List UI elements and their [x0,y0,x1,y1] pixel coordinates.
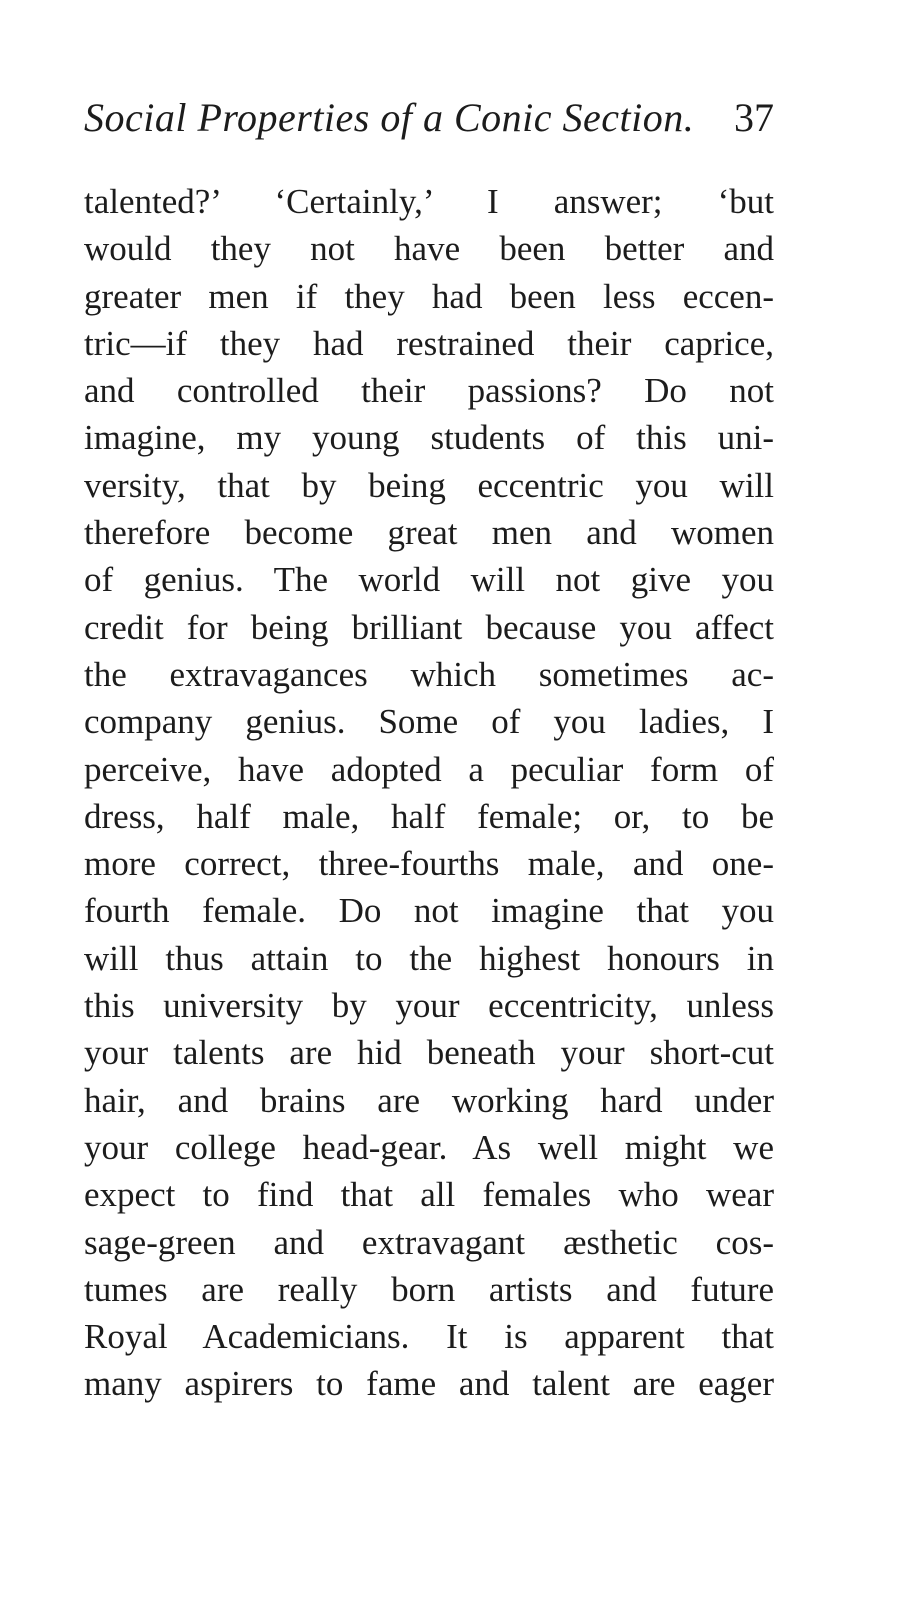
text-line: of genius. The world will not give you [84,560,774,600]
text-line: perceive, have adopted a peculiar form of [84,749,774,789]
text-line: hair, and brains are working hard under [84,1080,774,1120]
text-line: many aspirers to fame and talent are eager [84,1364,774,1404]
text-line: will thus attain to the highest honours in [84,938,774,978]
text-line: this university by your eccentricity, unless [84,986,774,1026]
text-line: would they not have been better and [84,229,774,269]
running-head [84,88,774,148]
text-line: fourth female. Do not imagine that you [84,891,774,931]
text-line: more correct, three-fourths male, and one- [84,844,774,884]
text-line: credit for being brilliant because you affect [84,607,774,647]
text-line: and controlled their passions? Do not [84,371,774,411]
text-line: your talents are hid beneath your short-cut [84,1033,774,1073]
text-line: greater men if they had been less eccen- [84,276,774,316]
page-number: 37 [734,95,774,140]
text-line: tumes are really born artists and future [84,1269,774,1309]
text-line: Royal Academicians. It is apparent that [84,1317,774,1357]
text-line: versity, that by being eccentric you will [84,465,774,505]
text-line: the extravagances which sometimes ac- [84,654,774,694]
text-line: expect to find that all females who wear [84,1175,774,1215]
text-line: therefore become great men and women [84,513,774,553]
text-line: imagine, my young students of this uni- [84,418,774,458]
text-line: sage-green and extravagant æsthetic cos- [84,1222,774,1262]
text-line: dress, half male, half female; or, to be [84,796,774,836]
body-text [84,178,774,1408]
text-line: company genius. Some of you ladies, I [84,702,774,742]
text-line: talented?’ ‘Certainly,’ I answer; ‘but [84,182,774,221]
text-line: tric—if they had restrained their caprice, [84,323,774,363]
running-title: Social Properties of a Conic Section. [84,95,695,140]
text-line: your college head-gear. As well might we [84,1127,774,1167]
